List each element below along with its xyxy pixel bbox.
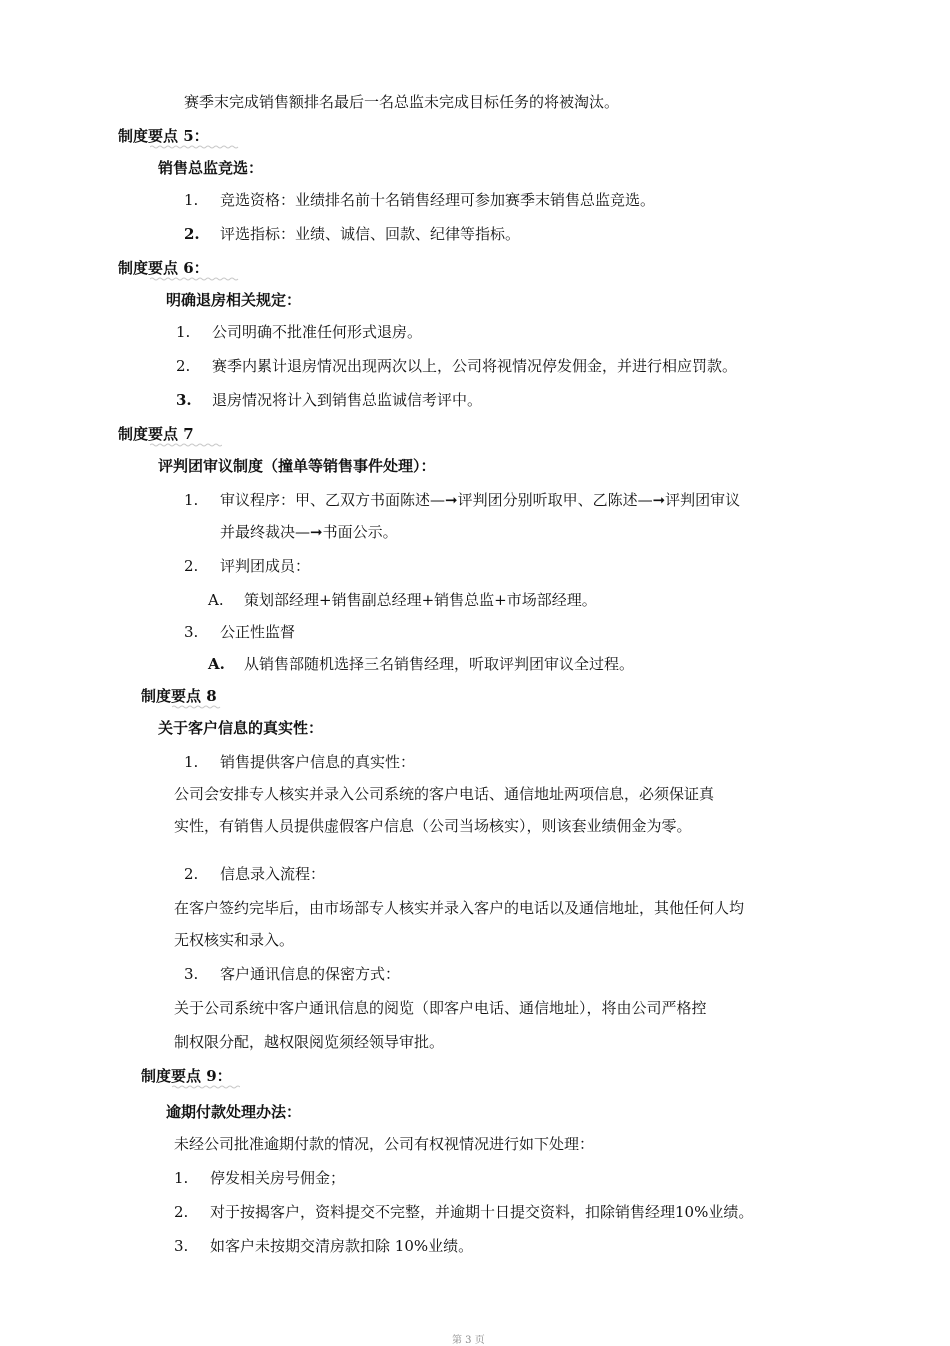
- paragraph-line: 并最终裁决—➞书面公示。: [220, 523, 398, 541]
- list-number: 3.: [176, 391, 192, 409]
- list-text: 对于按揭客户，资料提交不完整，并逾期十日提交资料，扣除销售经理10%业绩。: [210, 1203, 754, 1221]
- section-heading-8: 制度要点 8: [141, 687, 217, 705]
- list-text: 停发相关房号佣金；: [210, 1169, 346, 1187]
- list-text: 信息录入流程：: [220, 865, 326, 883]
- list-item: [184, 622, 295, 642]
- paragraph-line: 制权限分配，越权限阅览须经领导审批。: [174, 1033, 445, 1051]
- spell-underline: [172, 1085, 240, 1089]
- paragraph-line: 在客户签约完毕后，由市场部专人核实并录入客户的电话以及通信地址，其他任何人均: [174, 899, 745, 917]
- paragraph-line: 实性，有销售人员提供虚假客户信息（公司当场核实），则该套业绩佣金为零。: [174, 817, 692, 835]
- list-text: 退房情况将计入到销售总监诚信考评中。: [212, 391, 483, 409]
- list-item: [184, 752, 415, 772]
- list-text: 客户通讯信息的保密方式：: [220, 965, 401, 983]
- list-item: [176, 356, 737, 376]
- list-number: 3.: [174, 1237, 189, 1255]
- list-number: 1.: [184, 753, 199, 771]
- list-text: 从销售部随机选择三名销售经理，听取评判团审议全过程。: [244, 655, 635, 673]
- paragraph-line: 赛季末完成销售额排名最后一名总监未完成目标任务的将被淘汰。: [184, 93, 620, 111]
- list-number: 3.: [184, 623, 199, 641]
- list-text: 评选指标：业绩、诚信、回款、纪律等指标。: [220, 225, 521, 243]
- page-footer: 第 3 页: [452, 1335, 485, 1346]
- list-item: [174, 1168, 345, 1188]
- paragraph-line: 未经公司批准逾期付款的情况，公司有权视情况进行如下处理：: [174, 1135, 595, 1153]
- paragraph-line: 公司会安排专人核实并录入公司系统的客户电话、通信地址两项信息，必须保证真: [174, 785, 715, 803]
- list-number: 1.: [176, 323, 191, 341]
- paragraph-line: 关于公司系统中客户通讯信息的阅览（即客户电话、通信地址），将由公司严格控: [174, 999, 707, 1017]
- section-subtitle-9: 逾期付款处理办法：: [166, 1103, 302, 1121]
- list-item: [184, 490, 740, 510]
- section-subtitle-7: 评判团审议制度（撞单等销售事件处理）：: [158, 457, 436, 475]
- list-text: 如客户未按期交清房款扣除 10%业绩。: [210, 1237, 474, 1255]
- section-heading-6: 制度要点 6：: [118, 259, 209, 277]
- section-heading-9: 制度要点 9：: [141, 1067, 232, 1085]
- list-item: [176, 390, 482, 410]
- spell-underline: [172, 705, 222, 709]
- list-text: 公正性监督: [220, 623, 296, 641]
- list-number: 2.: [184, 865, 199, 883]
- list-text: 公司明确不批准任何形式退房。: [212, 323, 423, 341]
- list-item: [174, 1202, 753, 1222]
- list-item: [184, 964, 400, 984]
- list-item: [184, 864, 325, 884]
- list-text: 销售提供客户信息的真实性：: [220, 753, 416, 771]
- list-text: 审议程序：甲、乙双方书面陈述—➞评判团分别听取甲、乙陈述—➞评判团审议: [220, 491, 741, 509]
- list-number: 2.: [184, 225, 200, 243]
- list-number: 1.: [184, 491, 199, 509]
- section-subtitle-6: 明确退房相关规定：: [166, 291, 302, 309]
- list-number: 2.: [184, 557, 199, 575]
- list-number: 2.: [176, 357, 191, 375]
- list-text: 策划部经理+销售副总经理+销售总监+市场部经理。: [244, 591, 597, 609]
- sub-list-item: [208, 654, 634, 674]
- list-letter: A.: [208, 591, 224, 609]
- spell-underline: [150, 277, 240, 281]
- list-number: 1.: [184, 191, 199, 209]
- list-text: 竞选资格：业绩排名前十名销售经理可参加赛季末销售总监竞选。: [220, 191, 656, 209]
- list-number: 2.: [174, 1203, 189, 1221]
- section-heading-5: 制度要点 5：: [118, 127, 209, 145]
- list-letter: A.: [208, 655, 225, 673]
- sub-list-item: [208, 590, 597, 610]
- list-number: 1.: [174, 1169, 189, 1187]
- paragraph-line: 无权核实和录入。: [174, 931, 295, 949]
- list-text: 评判团成员：: [220, 557, 311, 575]
- list-item: [176, 322, 422, 342]
- list-item: [184, 190, 655, 210]
- list-item: [184, 224, 520, 244]
- list-item: [184, 556, 310, 576]
- spell-underline: [150, 443, 222, 447]
- spell-underline: [150, 145, 240, 149]
- section-heading-7: 制度要点 7: [118, 425, 194, 443]
- section-subtitle-5: 销售总监竞选：: [158, 159, 264, 177]
- list-text: 赛季内累计退房情况出现两次以上，公司将视情况停发佣金，并进行相应罚款。: [212, 357, 738, 375]
- list-number: 3.: [184, 965, 199, 983]
- section-subtitle-8: 关于客户信息的真实性：: [158, 719, 324, 737]
- list-item: [174, 1236, 473, 1256]
